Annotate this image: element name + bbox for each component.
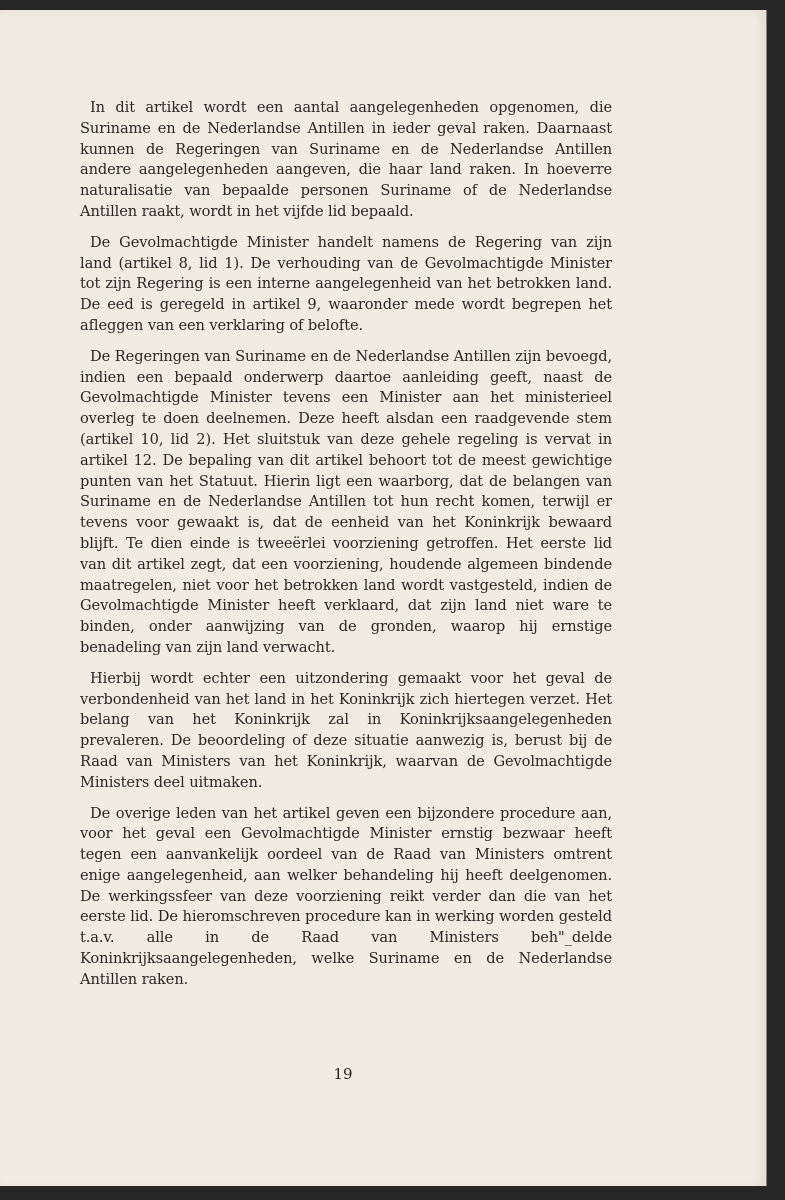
- paragraph-4: Hierbij wordt echter een uitzondering gemaakt voor het geval de verbondenheid van het land in het Koninkrijk zich hiertegen verzet. Het belang van het Koninkrijk zal in Koninkrijksaangelegenheden prevaleren. De beoordeling of deze situatie aanwezig is, berust bij de Raad van Ministers van het Koninkrijk, waarvan de Gevolmachtigde Ministers deel uitmaken.: [80, 669, 612, 791]
- paragraph-1: In dit artikel wordt een aantal aangelegenheden opgenomen, die Suriname en de Nederlandse Antillen in ieder geval raken. Daarnaast kunnen de Regeringen van Suriname en de Nederlandse Antillen andere aangelegenheden aangeven, die haar land raken. In hoeverre naturalisatie van bepaalde personen Suriname of de Nederlandse Antillen raakt, wordt in het vijfde lid bepaald.: [80, 99, 612, 220]
- paragraph-2: De Gevolmachtigde Minister handelt namens de Regering van zijn land (artikel 8, lid 1). De verhouding van de Gevolmachtigde Minister tot zijn Regering is een interne aangelegenheid van het betrokken land. De eed is geregeld in artikel 9, waaronder mede wordt begrepen het afleggen van een verklaring of belofte.: [80, 233, 612, 334]
- page-number: 19: [333, 1065, 353, 1083]
- body-text: [80, 98, 612, 1001]
- paragraph-3: De Regeringen van Suriname en de Nederlandse Antillen zijn bevoegd, indien een bepaald onderwerp daartoe aanleiding geeft, naast de Gevolmachtigde Minister tevens een Minister aan het ministerieel overleg te doen deelnemen. Deze heeft alsdan een raadgevende stem (artikel 10, lid 2). Het sluitstuk van deze gehele regeling is vervat in artikel 12. De bepaling van dit artikel behoort tot de meest gewichtige punten van het Statuut. Hierin ligt een waarborg, dat de belangen van Suriname en de Nederlandse Antillen tot hun recht komen, terwijl er tevens voor gewaakt is, dat de eenheid van het Koninkrijk bewaard blijft. Te dien einde is tweeërlei voorziening getroffen. Het eerste lid van dit artikel zegt, dat een voorziening, houdende algemeen bindende maatregelen, niet voor het betrokken land wordt vastgesteld, indien de Gevolmachtigde Minister heeft verklaard, dat zijn land niet ware te binden, onder aanwijzing van de gronden, waarop hij ernstige benadeling van zijn land verwacht.: [80, 347, 612, 656]
- paragraph-5: De overige leden van het artikel geven een bijzondere procedure aan, voor het geval een Gevolmachtigde Minister ernstig bezwaar heeft tegen een aanvankelijk oordeel van de Raad van Ministers omtrent enige aangelegenheid, aan welker behandeling hij heeft deelgenomen. De werkingssfeer van deze voorziening reikt verder dan die van het eerste lid. De hieromschreven procedure kan in werking worden gesteld t.a.v. alle in de Raad van Ministers beh"_delde Koninkrijksaangelegenheden, welke Suriname en de Nederlandse Antillen raken.: [80, 804, 612, 988]
- book-page: [0, 10, 767, 1186]
